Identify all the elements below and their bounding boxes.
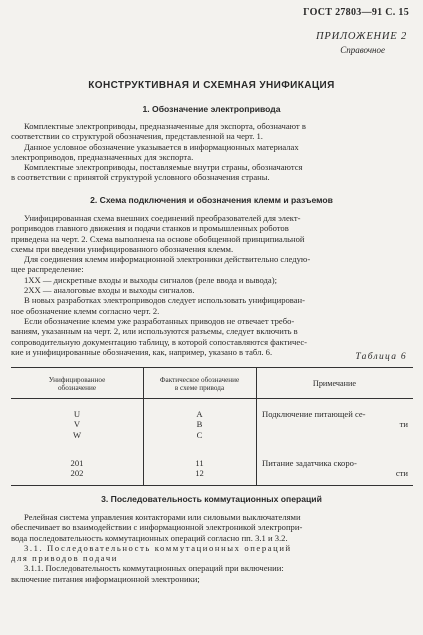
text-line: приведена на черт. 2. Схема выполнена на основе обобщенной принципиальной — [11, 233, 305, 244]
text-line: Унифицированная схема внешних соединений преобразователей для элект- — [24, 213, 301, 223]
text-line: Комплектные электроприводы, поставляемые внутри страны, обозначаются — [24, 162, 303, 173]
appendix-label: ПРИЛОЖЕНИЕ 2 — [316, 31, 407, 42]
text-line: 3.1.1. Последовательность коммутационных операций при включении: — [24, 563, 284, 574]
text-line: 1XX — дискретные входы и выходы сигналов (реле ввода и вывода); — [24, 274, 277, 285]
text-line: щее распределение: — [11, 264, 84, 275]
text-line: роприводов главного движения и подачи станков и промышленных роботов — [11, 223, 289, 234]
text-line: вода последовательность коммутационных операций согласно пп. 3.1 и 3.2. — [11, 532, 288, 543]
text-line: 2XX — аналоговые входы и выходы сигналов. — [24, 285, 195, 296]
section-1-heading: 1. Обозначение электропривода — [142, 104, 281, 114]
table-row-2-actual: 11 12 — [195, 458, 204, 479]
text-line: соответствии со структурой обозначения, представленной на черт. 1. — [11, 131, 263, 142]
column-header-actual: Фактическое обозначение в схеме привода — [159, 376, 240, 393]
table-header-rule — [11, 398, 413, 399]
text-line: электроприводов, предназначенных для экспорта. — [11, 151, 194, 162]
document-reference: ГОСТ 27803—91 С. 15 — [303, 7, 409, 18]
column-header-unified: Унифицированное обозначение — [48, 376, 106, 393]
text-line: для приводов подачи — [11, 553, 118, 564]
text-line: Данное условное обозначение указывается в информационных материалах — [24, 141, 299, 152]
text-line: Если обозначение клемм уже разработанных приводов не отвечает требо- — [24, 315, 295, 326]
page-title: КОНСТРУКТИВНАЯ И СХЕМНАЯ УНИФИКАЦИЯ — [88, 80, 335, 91]
appendix-status: Справочное — [340, 45, 385, 55]
section-3-text — [11, 512, 413, 584]
table-row-2-unified: 201 202 — [70, 458, 84, 479]
text-line: обеспечивает во взаимодействии с информационной электроникой электропри- — [11, 522, 303, 533]
table-row-1-unified: U V W — [72, 409, 82, 440]
text-line: схемы при введении унифицированного обозначения клемм. — [11, 243, 234, 254]
section-2-text — [11, 213, 413, 357]
text-line: Комплектные электроприводы, предназначенные для экспорта, обозначают в — [24, 121, 306, 131]
section-1-text — [11, 121, 413, 183]
text-line: ное обозначение клемм согласно черт. 2. — [11, 305, 160, 316]
table-top-rule — [11, 367, 413, 368]
section-3-heading: 3. Последовательность коммутационных операций — [101, 494, 322, 504]
table-row-2-note: Питание задатчика скоро- сти — [262, 458, 408, 479]
section-2-heading: 2. Схема подключения и обозначения клемм и разъемов — [90, 195, 333, 205]
column-header-note: Примечание — [312, 379, 357, 388]
text-line: В новых разработках электроприводов следует использовать унифицирован- — [24, 295, 306, 306]
text-line: кие и унифицированные обозначения, как, например, указано в табл. 6. — [11, 346, 273, 357]
text-line: сопроводительную документацию таблицу, в которой сопоставляются фактичес- — [11, 336, 308, 347]
text-line: в соответствии с принятой структурой условного обозначения страны. — [11, 172, 270, 183]
text-line: ваниям, указанным на черт. 2, или используются разъемы, следует включить в — [11, 326, 298, 337]
text-line: Для соединения клемм информационной электроники действительно следую- — [24, 254, 311, 265]
text-line: 3.1. Последовательность коммутационных операций — [24, 542, 292, 553]
table-row-1-actual: A B C — [196, 409, 203, 440]
table-caption: Таблица 6 — [355, 352, 407, 362]
table-row-1-note: Подключение питающей се- ти — [262, 409, 408, 430]
text-line: Релейная система управления контакторами или силовыми выключателями — [24, 512, 301, 522]
table-bottom-rule — [11, 485, 413, 486]
text-line: включение питания информационной электроники; — [11, 573, 200, 584]
